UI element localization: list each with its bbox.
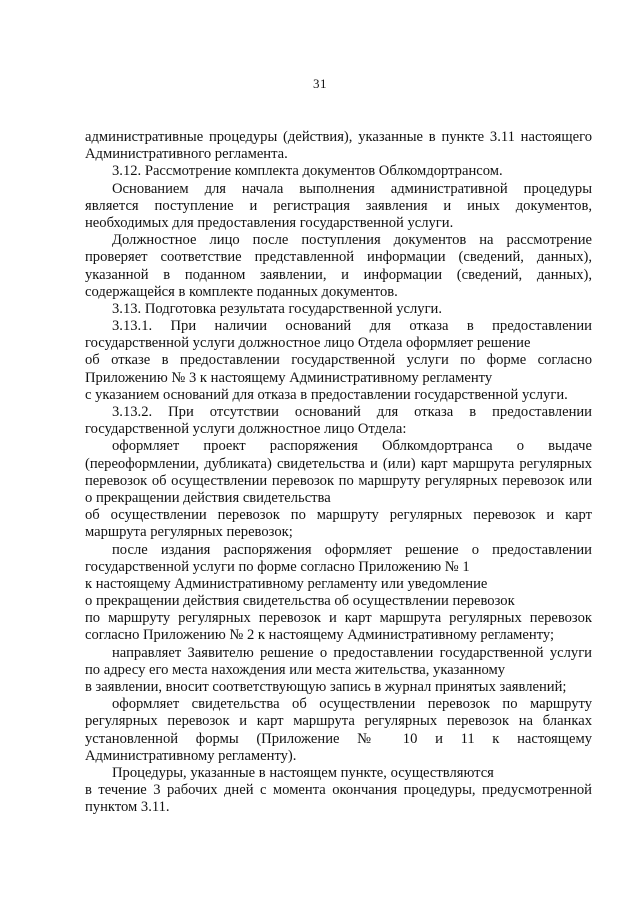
text-line: направляет Заявителю решение о предоставлении государственной услуги <box>112 644 592 661</box>
text-line: проверяет соответствие представленной информации (сведений, данных), <box>85 249 592 266</box>
text-line: содержащейся в комплекте поданных документов. <box>85 283 398 300</box>
text-line: Административному регламенту). <box>85 747 297 764</box>
text-line: оформляет свидетельства об осуществлении перевозок по маршруту <box>112 696 592 713</box>
text-line: к настоящему Административному регламенту или уведомление <box>85 575 488 592</box>
text-line: Процедуры, указанные в настоящем пункте, осуществляются <box>112 764 494 781</box>
text-line: по адресу его места нахождения или места жительства, указанному <box>85 661 506 678</box>
text-line: о прекращении действия свидетельства <box>85 489 331 506</box>
text-line: об отказе в предоставлении государственной услуги по форме согласно <box>85 352 592 369</box>
text-line: (переоформлении, дубликата) свидетельства и (или) карт маршрута регулярных <box>85 455 592 472</box>
text-line: после издания распоряжения оформляет решение о предоставлении <box>112 541 592 558</box>
text-line: об осуществлении перевозок по маршруту регулярных перевозок и карт <box>85 507 592 524</box>
text-line: о прекращении действия свидетельства об осуществлении перевозок <box>85 593 515 610</box>
text-line: маршрута регулярных перевозок; <box>85 524 293 541</box>
text-line: оформляет проект распоряжения Облкомдортранса о выдаче <box>112 438 592 455</box>
page-number: 31 <box>313 76 327 91</box>
text-line: 3.12. Рассмотрение комплекта документов Облкомдортрансом. <box>112 163 503 180</box>
text-line: государственной услуги должностное лицо Отдела оформляет решение <box>85 335 531 352</box>
text-line: Приложению № 3 к настоящему Административному регламенту <box>85 369 493 386</box>
text-line: государственной услуги должностное лицо Отдела: <box>85 421 407 438</box>
text-line: государственной услуги по форме согласно Приложению № 1 <box>85 558 470 575</box>
text-line: Должностное лицо после поступления документов на рассмотрение <box>112 232 592 249</box>
text-line: 3.13.1. При наличии оснований для отказа в предоставлении <box>112 318 592 335</box>
text-line: согласно Приложению № 2 к настоящему Административному регламенту; <box>85 627 555 644</box>
text-line: указанной в поданном заявлении, и информации (сведений, данных), <box>85 266 592 283</box>
text-line: пунктом 3.11. <box>85 799 170 816</box>
text-line: необходимых для предоставления государственной услуги. <box>85 214 454 231</box>
text-line: 3.13.2. При отсутствии оснований для отказа в предоставлении <box>112 404 592 420</box>
text-line: установленной формы (Приложение № 10 и 11 к настоящему <box>85 730 592 747</box>
document-body <box>85 129 592 817</box>
text-line: административные процедуры (действия), указанные в пункте 3.11 настоящего <box>85 129 592 145</box>
text-line: перевозок об осуществлении перевозок по маршруту регулярных перевозок или <box>85 472 592 489</box>
text-line: в течение 3 рабочих дней с момента окончания процедуры, предусмотренной <box>85 782 592 799</box>
text-line: является поступление и регистрация заявления и иных документов, <box>85 197 592 214</box>
text-line: в заявлении, вносит соответствующую запись в журнал принятых заявлений; <box>85 679 567 695</box>
text-line: по маршруту регулярных перевозок и карт маршрута регулярных перевозок <box>85 610 592 627</box>
text-line: с указанием оснований для отказа в предоставлении государственной услуги. <box>85 386 568 403</box>
text-line: Административного регламента. <box>85 146 288 163</box>
text-line: Основанием для начала выполнения административной процедуры <box>112 180 592 197</box>
text-line: 3.13. Подготовка результата государственной услуги. <box>112 300 443 317</box>
text-line: регулярных перевозок и карт маршрута регулярных перевозок на бланках <box>85 713 592 730</box>
